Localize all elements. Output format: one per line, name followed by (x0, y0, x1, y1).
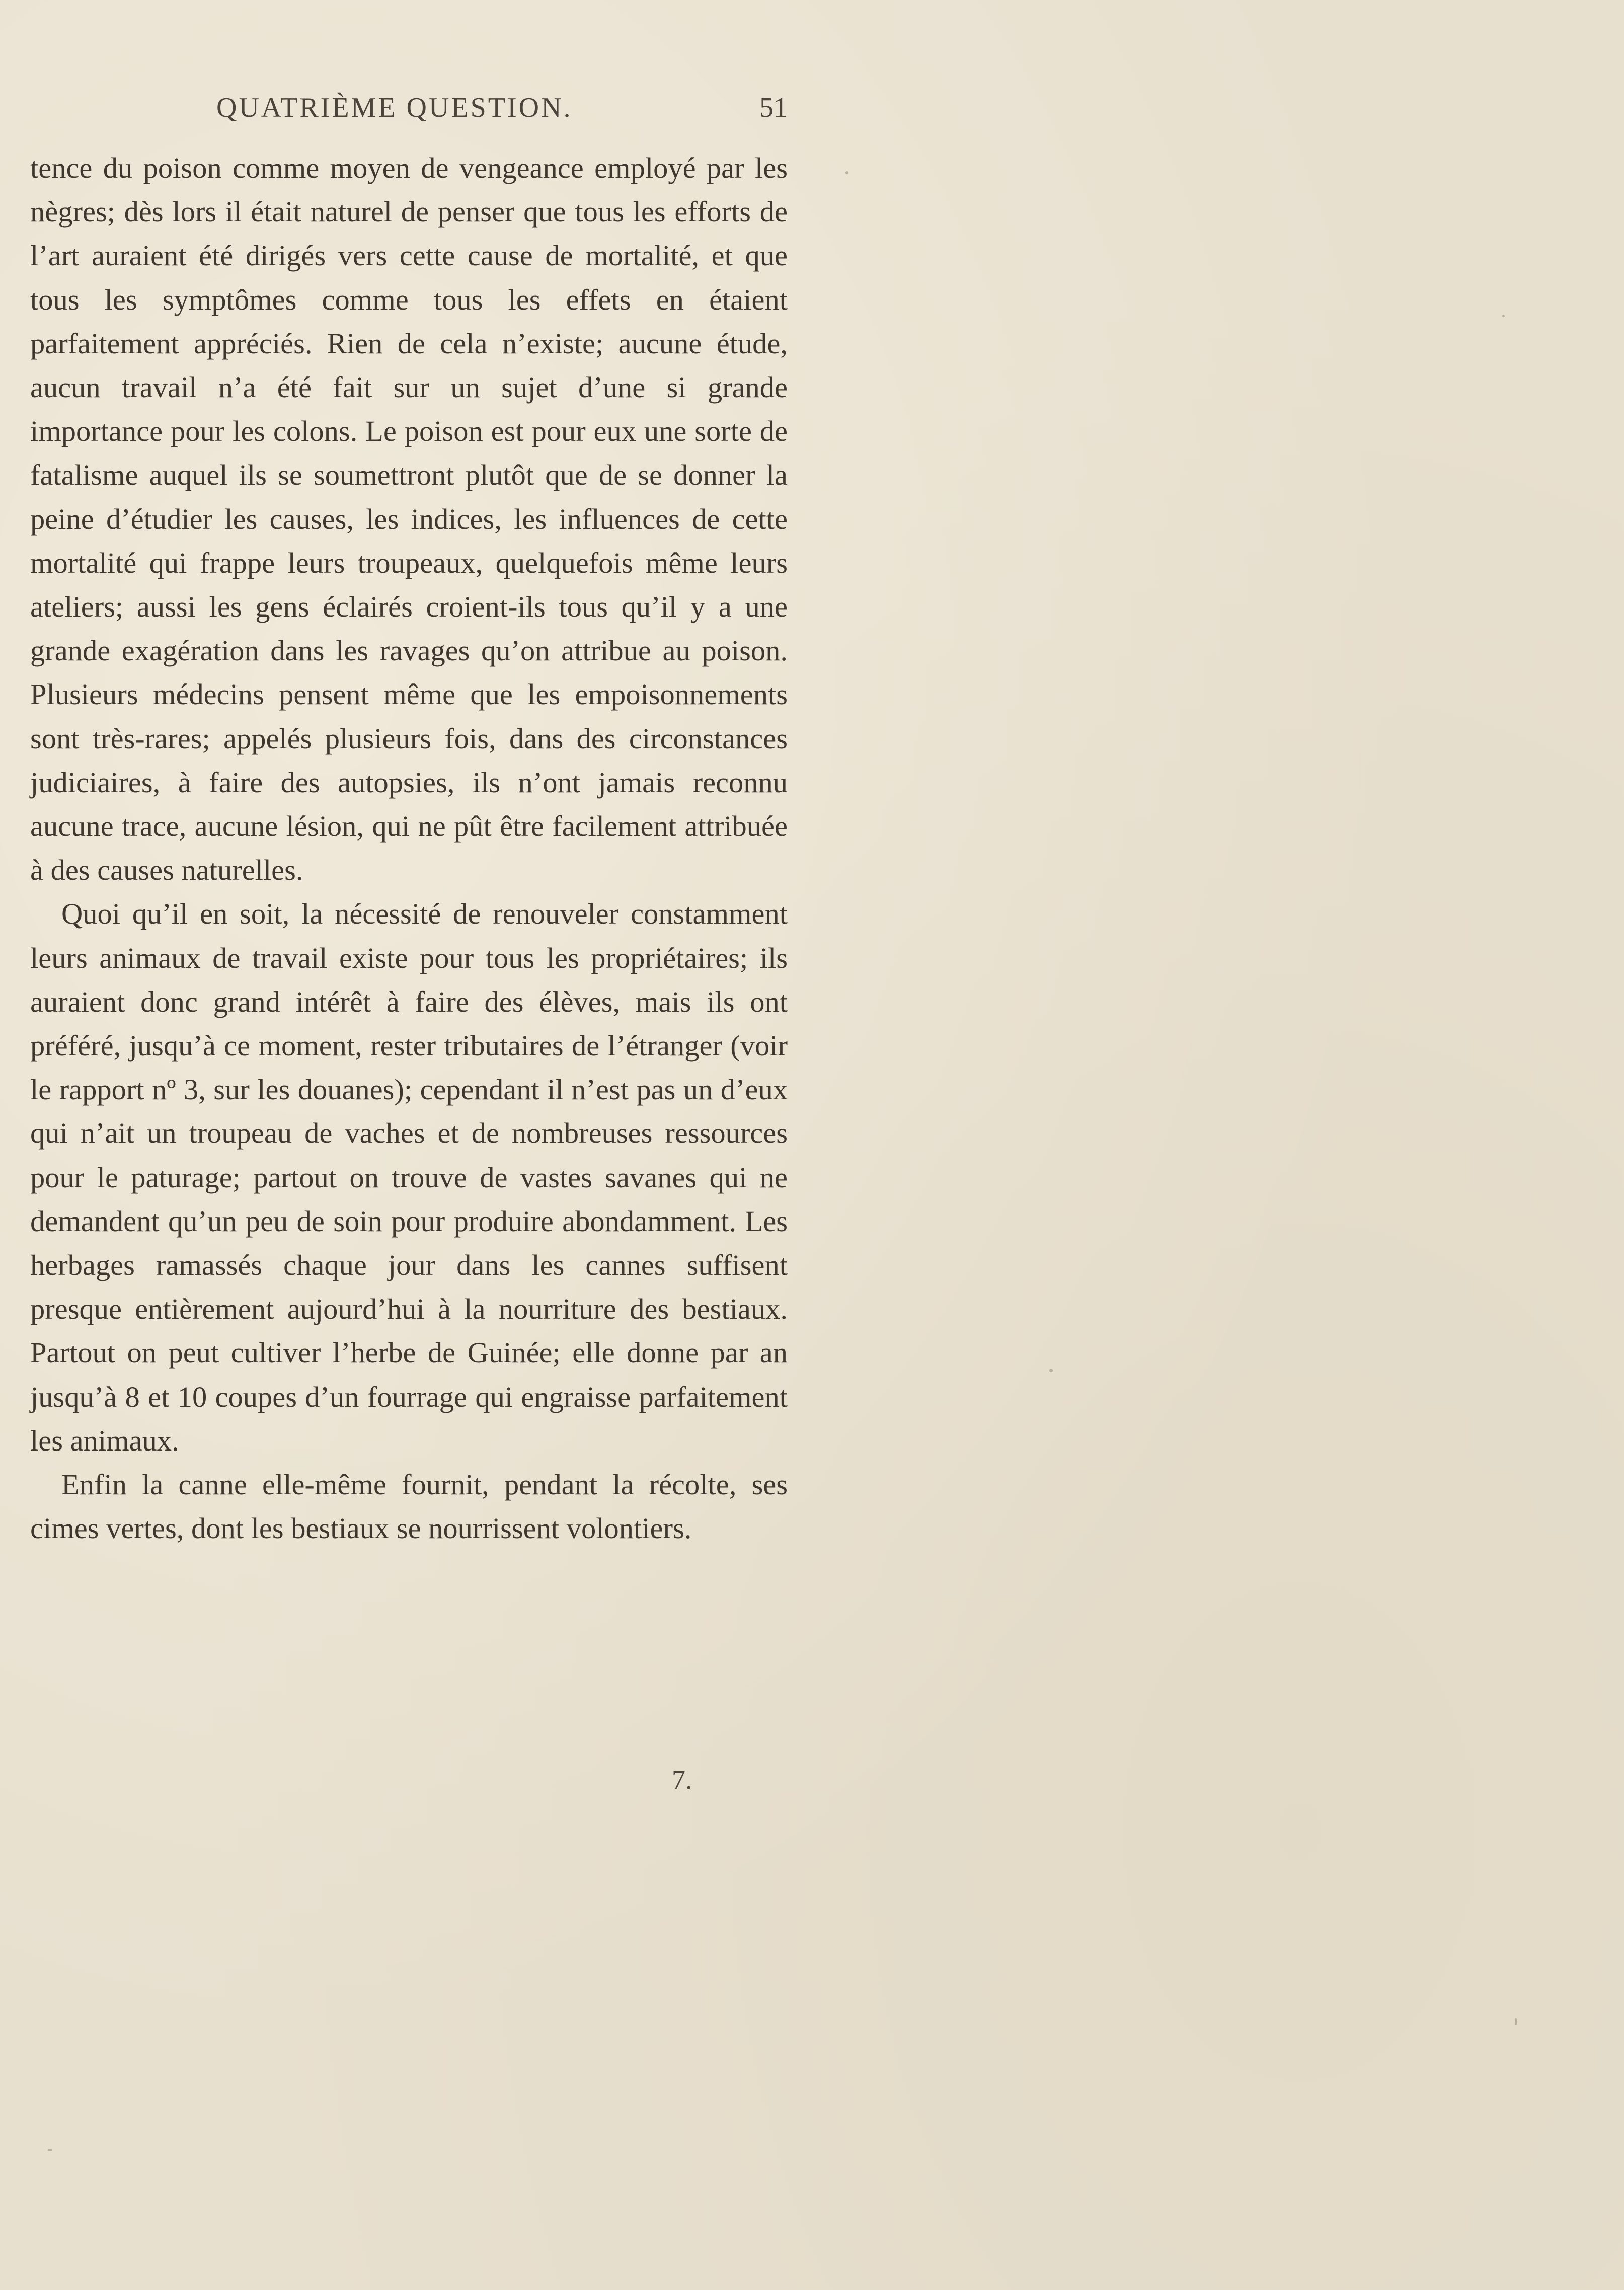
paper-speck (48, 2149, 52, 2151)
paper-speck (1502, 315, 1505, 317)
paragraph: Quoi qu’il en soit, la nécessité de renouveler constamment leurs animaux de travail existe pour tous les propriétaires; ils auraient donc grand intérêt à faire des élèves, mais ils ont préféré, jusqu’à ce moment, rester tributaires de l’étranger (voir le rapport nº 3, sur les douanes); cependant il n’est pas un d’eux qui n’ait un troupeau de vaches et de nombreuses ressources pour le paturage; partout on trouve de vastes savanes qui ne demandent qu’un peu de soin pour produire abondamment. Les herbages ramassés chaque jour dans les cannes suffisent presque entièrement aujourd’hui à la nourriture des bestiaux. Partout on peut cultiver l’herbe de Guinée; elle donne par an jusqu’à 8 et 10 coupes d’un fourrage qui engraisse parfaitement les animaux. (30, 897, 788, 1457)
paper-speck (1515, 2018, 1517, 2025)
body-text (30, 146, 788, 1551)
paper-speck (845, 171, 848, 174)
paragraph-continued: tence du poison comme moyen de vengeance employé par les nègres; dès lors il était naturel de penser que tous les efforts de l’art auraient été dirigés vers cette cause de mortalité, et que tous les symptômes comme tous les effets en étaient parfaitement appréciés. Rien de cela n’existe; aucune étude, aucun travail n’a été fait sur un sujet d’une si grande importance pour les colons. Le poison est pour eux une sorte de fatalisme auquel ils se soumettront plutôt que de se donner la peine d’étudier les causes, les indices, les influences de cette mortalité qui frappe leurs troupeaux, quelquefois même leurs ateliers; aussi les gens éclairés croient-ils tous qu’il y a une grande exagération dans les ravages qu’on attribue au poison. Plusieurs médecins pensent même que les empoisonnements sont très-rares; appelés plusieurs fois, dans des circonstances judiciaires, à faire des autopsies, ils n’ont jamais reconnu aucune trace, aucune lésion, qui ne pût être facilement attribuée à des causes naturelles. (30, 151, 788, 887)
signature-mark: 7. (672, 1765, 692, 1795)
running-title: QUATRIÈME QUESTION. (216, 92, 573, 123)
paper-speck (1049, 1369, 1053, 1372)
page-number: 51 (759, 92, 788, 123)
paragraph: Enfin la canne elle-même fournit, pendant la récolte, ses cimes vertes, dont les bestiaux se nourrissent volontiers. (30, 1468, 788, 1545)
page-header (30, 92, 788, 132)
